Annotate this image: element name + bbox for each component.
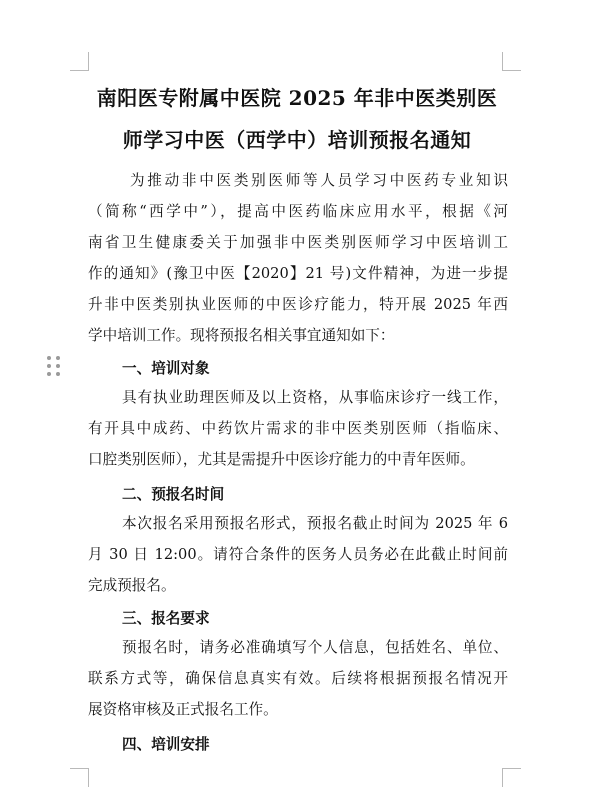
page-corner-mark-top-right xyxy=(502,52,521,71)
section-line: 月 30 日 12:00。请符合条件的医务人员务必在此截止时间前 xyxy=(88,546,508,563)
section-heading-training-target: 一、培训对象 xyxy=(122,360,210,377)
intro-paragraph xyxy=(88,165,508,351)
page-corner-mark-top-left xyxy=(70,52,89,71)
section-heading-training-arrangement: 四、培训安排 xyxy=(122,736,210,753)
intro-line: 南省卫生健康委关于加强非中医类别医师学习中医培训工 xyxy=(88,234,508,251)
section-heading-pre-registration-time: 二、预报名时间 xyxy=(122,486,225,503)
intro-line: 升非中医类别执业医师的中医诊疗能力，特开展 2025 年西 xyxy=(88,296,508,313)
section-line: 展资格审核及正式报名工作。 xyxy=(88,701,278,718)
intro-line: 作的通知》(豫卫中医【2020】21 号)文件精神，为进一步提 xyxy=(88,265,508,282)
paragraph-drag-handle-icon[interactable] xyxy=(47,356,61,378)
intro-line: 学中培训工作。现将预报名相关事宜通知如下： xyxy=(88,327,395,344)
section-line: 联系方式等，确保信息真实有效。后续将根据预报名情况开 xyxy=(88,670,508,687)
section-line: 本次报名采用预报名形式，预报名截止时间为 2025 年 6 xyxy=(122,515,508,532)
page-corner-mark-bottom-right xyxy=(502,768,521,787)
section-line: 有开具中成药、中药饮片需求的非中医类别医师（指临床、 xyxy=(88,420,508,437)
section-body-registration-requirements xyxy=(88,632,508,725)
intro-line: （简称“西学中”），提高中医药临床应用水平，根据《河 xyxy=(88,203,508,220)
document-title-line-2: 师学习中医（西学中）培训预报名通知 xyxy=(122,128,472,152)
section-line: 口腔类别医师），尤其是需提升中医诊疗能力的中青年医师。 xyxy=(88,451,475,468)
section-heading-registration-requirements: 三、报名要求 xyxy=(122,610,210,627)
section-line: 完成预报名。 xyxy=(88,577,176,594)
section-line: 具有执业助理医师及以上资格，从事临床诊疗一线工作， xyxy=(122,389,508,406)
intro-line: 为推动非中医类别医师等人员学习中医药专业知识 xyxy=(130,172,508,189)
page-corner-mark-bottom-left xyxy=(70,768,89,787)
section-body-pre-registration-time xyxy=(88,508,508,601)
section-body-training-target xyxy=(88,382,508,475)
section-line: 预报名时，请务必准确填写个人信息，包括姓名、单位、 xyxy=(122,639,508,656)
document-title-line-1: 南阳医专附属中医院 2025 年非中医类别医 xyxy=(96,86,498,110)
